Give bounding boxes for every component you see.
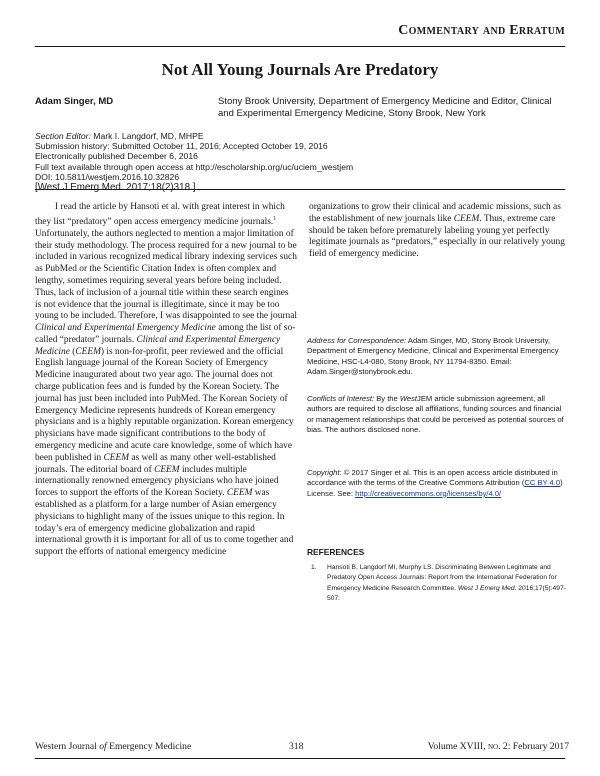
article-title: Not All Young Journals Are Predatory [161, 60, 439, 79]
body-text: as well as many other well-established journals. The editorial board of [35, 452, 276, 475]
body-text: ) is non-for-profit, peer reviewed and the official English language journal of the Korean Society of Emergency Medicine inaugurated about two year ago. The journal does not charge publication fees and is funded by the Korean Society. The journal has just been included into PubMed. The Korean Society of Emergency Medicine represents hundreds of Korean emergency physicians and is a highly reputable organization. Korean emergency physicians have made significant contributions to the body of emergency medicine and acute care knowledge, some of which have been published in [35, 346, 294, 463]
reference-list [307, 563, 569, 605]
reference-text: 2016;17(5):497-507. [327, 584, 566, 603]
copyright-note [307, 468, 569, 499]
full-text-link[interactable]: Full text available through open access at http://escholarship.org/uc/uciem_westjem [35, 161, 354, 172]
body-text: I read the article by Hansoti et al. with great interest in which they list “predatory” open access emergency medicine journals. [35, 202, 285, 227]
journal-abbr: CEEM [75, 346, 101, 357]
page-number: 318 [289, 741, 304, 752]
cc-license-link[interactable]: CC BY 4.0 [524, 478, 561, 488]
section-editor-name: Mark I. Langdorf, MD, MHPE [93, 131, 204, 141]
journal-name: Clinical and Experimental Emergency Medicine [35, 323, 216, 334]
footer-volume [428, 741, 569, 752]
body-text: ( [69, 346, 76, 357]
section-editor-label: Section Editor: [35, 131, 91, 141]
footer-journal-name [35, 741, 191, 752]
body-text: . Thus, extreme care should be taken before prematurely labeling young yet perfectly legitimate journals as “predators,” especially in our relatively young field of emergency medicine. [309, 213, 565, 260]
author-name: Adam Singer, MD [35, 96, 114, 107]
conflicts-label: Conflicts of Interest: [307, 394, 375, 403]
body-text: includes multiple internationally renowned emergency physicians who have joined forces to support the efforts of the Korean Society. [35, 464, 279, 499]
body-paragraph [35, 202, 297, 559]
footer-text: 2: February 2017 [500, 741, 569, 752]
reference-journal: West J Emerg Med. [457, 584, 517, 592]
section-header: Commentary and Erratum [398, 23, 565, 38]
correspondence-label: Address for Correspondence: [307, 336, 407, 345]
section-editor-line [35, 131, 435, 141]
reference-item [307, 563, 569, 605]
body-text: was established as a platform for a large number of Asian emergency physicians to highlight many of the issues unique to this region. In today’s era of emergency medicine globalization and rapid international growth it is important for all of us to come together and support the efforts of national emergency medicine [35, 488, 294, 558]
conflicts-text: JEM article submission agreement, all authors are required to disclose all affiliations, funding sources and financial or management relationships that could be perceived as potential sources of bias. The authors disclosed none. [307, 394, 564, 435]
reference-text: Hansoti B, Langdorf MI, Murphy LS. Discriminating Between Legitimate and Predatory Open Access Journals: Report from the International Federation for Emergency Medicine Research Committee. [327, 564, 557, 592]
copyright-label: Copyright: [307, 468, 342, 477]
journal-abbr: CEEM [103, 452, 130, 463]
meta-rule [35, 189, 565, 190]
body-text: organizations to grow their clinical and academic missions, such as the establishment of new journals like [309, 202, 561, 224]
footer-rule [35, 758, 565, 759]
references-heading: REFERENCES [307, 547, 365, 557]
journal-name: Clinical and Experimental Emergency Medicine [35, 334, 281, 357]
body-text: among the list of so-called “predator” journals. [35, 323, 296, 345]
footer-text: no. [488, 741, 501, 752]
article-meta [35, 131, 435, 193]
doi: DOI: 10.5811/westjem.2016.10.32826 [35, 171, 180, 182]
correspondence-note [307, 336, 569, 378]
body-text: Unfortunately, the authors neglected to mention a major limitation of their study methodology. The process required for a new journal to be included in various recognized medical library indexing services such as PubMed or the Scientific Citation Index is often complex and lengthy, sometimes requiring several years before being included. Thus, lack of inclusion of a journal title within these search engines is not evidence that the journal is illegitimate, since it may be too young to be included. Therefore, I was disappointed to see the journal [35, 228, 297, 322]
copyright-text: © 2017 Singer et al. This is an open access article distributed in accordance with the terms of the Creative Commons Attribution ( [307, 468, 558, 488]
footer-text: Volume XVIII, [427, 741, 488, 752]
header-rule [35, 46, 565, 47]
conflicts-text: By the [374, 394, 400, 403]
creative-commons-url-link[interactable]: http://creativecommons.org/licenses/by/4.0/ [355, 488, 502, 498]
left-column [35, 202, 297, 559]
journal-abbr: CEEM [453, 213, 480, 224]
reference-number: 1. [311, 564, 317, 571]
footer-text: Emergency Medicine [106, 741, 192, 752]
submission-history: Submission history: Submitted October 11, 2016; Accepted October 19, 2016 [35, 141, 328, 152]
conflicts-journal: West [399, 394, 418, 403]
author-affiliation: Stony Brook University, Department of Emergency Medicine and Editor, Clinical and Experimental Emergency Medicine, Stony Brook, New York [218, 96, 552, 119]
citation: [West J Emerg Med. 2017;18(2)318.] [35, 182, 196, 194]
journal-abbr: CEEM [154, 464, 180, 475]
references-section [307, 547, 569, 605]
published-date: Electronically published December 6, 2016 [35, 151, 198, 162]
conflicts-note [307, 394, 569, 436]
body-paragraph [309, 202, 571, 261]
footer-text: Western Journal [35, 741, 100, 752]
journal-abbr: CEEM [226, 488, 253, 499]
citation-superscript[interactable]: 1 [273, 215, 277, 222]
right-column-body [309, 202, 571, 261]
copyright-text: ) License. See: [307, 478, 563, 498]
footer-text: of [99, 741, 107, 752]
correspondence-text: Adam Singer, MD, Stony Brook University, Department of Emergency Medicine, Clinical and Experimental Emergency Medicine, HSC-L4-080, Stony Brook, NY 11794-8350. Email: Adam.Singer@stonybrook.edu. [307, 336, 559, 377]
